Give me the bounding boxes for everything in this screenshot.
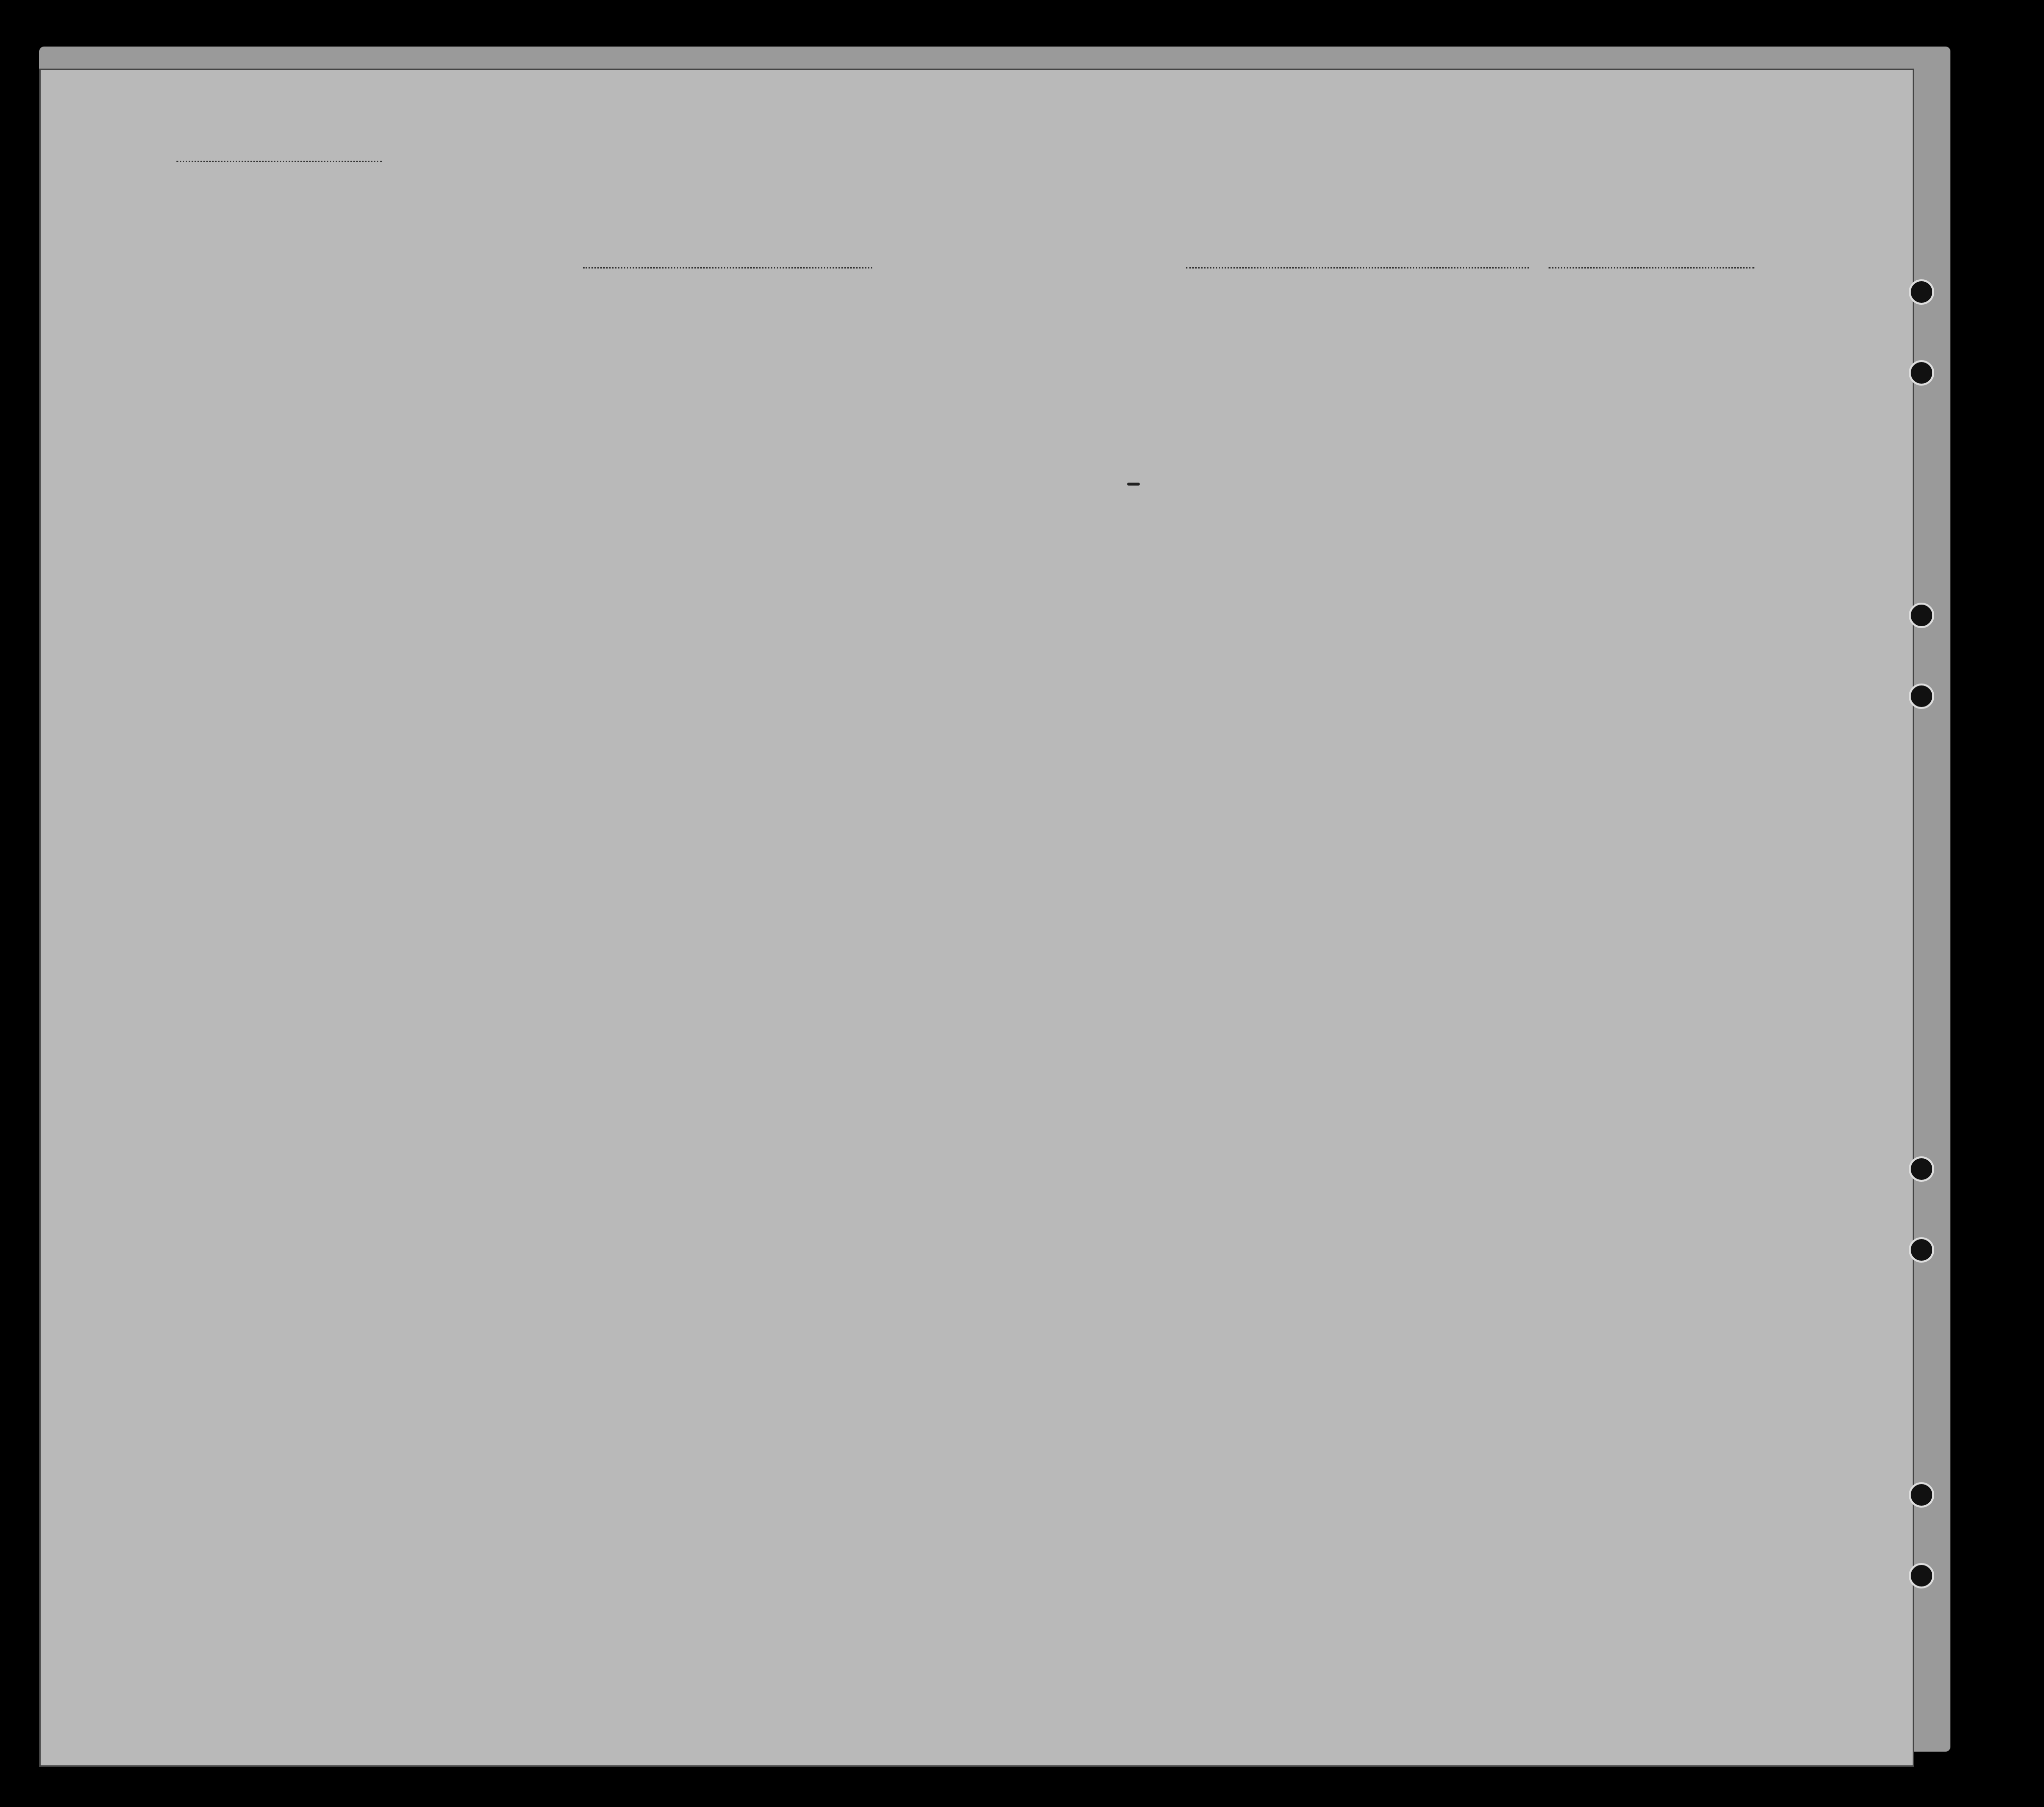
binder-hole: [1909, 1237, 1934, 1263]
binder-hole: [1909, 684, 1934, 709]
binder-hole: [1909, 1563, 1934, 1588]
hw-poland: [1127, 483, 1140, 486]
binder-hole: [1909, 603, 1934, 628]
binder-hole: [1909, 1482, 1934, 1508]
binder-hole: [1909, 360, 1934, 386]
binder-hole: [1909, 279, 1934, 305]
binder-hole: [1909, 1156, 1934, 1182]
